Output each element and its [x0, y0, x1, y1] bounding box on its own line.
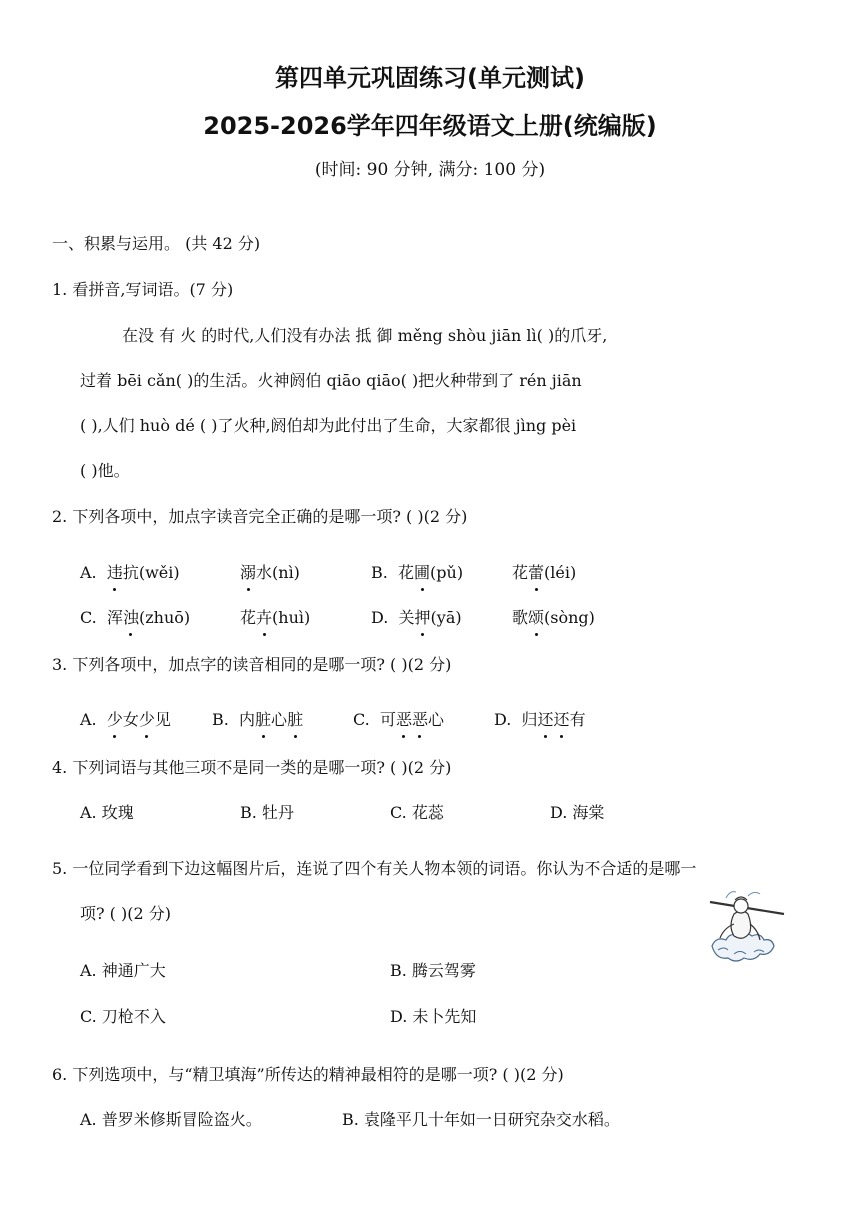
option-label: B. [371, 563, 388, 582]
dotted-char: 卉 [256, 608, 273, 627]
option-text: 女 [122, 710, 139, 729]
question-1-line-3: ( ),人们 huò dé ( )了火种,阏伯却为此付出了生命，大家都很 jìng pèi [80, 416, 577, 435]
option-label: B. [212, 710, 229, 729]
question-2-stem: 2. 下列各项中，加点字读音完全正确的是哪一项? ( )(2 分) [52, 507, 468, 526]
dotted-char: 蕾 [528, 563, 545, 582]
dotted-char: 溺 [240, 563, 257, 582]
figure-head [734, 899, 748, 913]
option-text: 关 [398, 608, 415, 627]
dotted-char: 脏 [255, 710, 272, 729]
q2-option-b [371, 562, 463, 584]
option-text: 水(nì) [256, 563, 300, 582]
option-label: D. [494, 710, 512, 729]
option-text: 花 [398, 563, 415, 582]
q5-option-c: C. 刀枪不入 [80, 1007, 166, 1026]
q4-option-b: B. 牡丹 [240, 803, 294, 822]
q5-option-b: B. 腾云驾雾 [390, 961, 476, 980]
question-1-line-1: 在没 有 火 的时代,人们没有办法 抵 御 měng shòu jiān lì( )的爪牙, [122, 326, 608, 345]
option-text: 歌 [512, 608, 529, 627]
option-text: (sòng) [544, 608, 595, 627]
question-3-stem: 3. 下列各项中，加点字的读音相同的是哪一项? ( )(2 分) [52, 655, 452, 674]
exam-time-score: (时间: 90 分钟, 满分: 100 分) [314, 160, 546, 180]
question-6-stem: 6. 下列选项中，与“精卫填海”所传达的精神最相符的是哪一项? ( )(2 分) [52, 1065, 564, 1084]
option-text: (zhuō) [138, 608, 191, 627]
option-text: (huì) [272, 608, 311, 627]
option-text: (léi) [544, 563, 577, 582]
question-1-line-4: ( )他。 [80, 461, 130, 480]
q3-option-c [353, 709, 444, 731]
dotted-char: 颂 [528, 608, 545, 627]
q4-option-a: A. 玫瑰 [80, 803, 134, 822]
section-heading: 一、积累与运用。 (共 42 分) [52, 234, 261, 253]
option-text: 花 [512, 563, 529, 582]
q4-option-d: D. 海棠 [550, 803, 605, 822]
dotted-char: 少 [138, 710, 155, 729]
dotted-char: 违 [106, 563, 123, 582]
question-4-stem: 4. 下列词语与其他三项不是同一类的是哪一项? ( )(2 分) [52, 758, 452, 777]
q3-option-b [212, 709, 303, 731]
dotted-char: 脏 [287, 710, 304, 729]
q2-option-a-word-2 [240, 562, 300, 584]
option-text: 浑 [106, 608, 123, 627]
dotted-char: 恶 [411, 710, 428, 729]
monkey-king-illustration [704, 884, 786, 966]
dotted-char: 还 [553, 710, 570, 729]
question-1-line-2: 过着 bēi cǎn( )的生活。火神阏伯 qiāo qiāo( )把火种带到了 rén jiān [80, 371, 582, 390]
q2-option-c-word-2 [240, 607, 310, 629]
question-5-stem: 5. 一位同学看到下边这幅图片后，连说了四个有关人物本领的词语。你认为不合适的是哪一 [52, 859, 697, 878]
dotted-char: 还 [537, 710, 554, 729]
option-text: 心 [427, 710, 444, 729]
option-text: 花 [240, 608, 257, 627]
q4-option-c: C. 花蕊 [390, 803, 444, 822]
dotted-char: 押 [414, 608, 431, 627]
option-label: C. [80, 608, 97, 627]
q5-option-d: D. 未卜先知 [390, 1007, 477, 1026]
option-text: 心 [271, 710, 288, 729]
q6-option-a: A. 普罗米修斯冒险盗火。 [80, 1110, 262, 1129]
option-label: A. [80, 710, 97, 729]
option-text: 归 [521, 710, 538, 729]
option-text: 见 [154, 710, 171, 729]
document-subtitle-grade: 2025-2026学年四年级语文上册(统编版) [203, 112, 657, 140]
question-1-stem: 1. 看拼音,写词语。(7 分) [52, 280, 234, 299]
document-title: 第四单元巩固练习(单元测试) [275, 64, 585, 92]
q2-option-c [80, 607, 190, 629]
q2-option-a [80, 562, 180, 584]
option-label: D. [371, 608, 389, 627]
q5-option-a: A. 神通广大 [80, 961, 166, 980]
dotted-char: 圃 [414, 563, 431, 582]
option-text: (yā) [430, 608, 462, 627]
q3-option-a [80, 709, 171, 731]
question-5-stem-cont: 项? ( )(2 分) [80, 904, 171, 923]
option-label: A. [80, 563, 97, 582]
option-text: 内 [239, 710, 256, 729]
dotted-char: 浊 [122, 608, 139, 627]
q6-option-b: B. 袁隆平几十年如一日研究杂交水稻。 [342, 1110, 620, 1129]
dotted-char: 少 [106, 710, 123, 729]
q3-option-d [494, 709, 586, 731]
q2-option-d [371, 607, 462, 629]
q2-option-d-word-2 [512, 607, 595, 629]
dotted-char: 恶 [395, 710, 412, 729]
option-label: C. [353, 710, 370, 729]
option-text: 有 [569, 710, 586, 729]
option-text: 可 [379, 710, 396, 729]
q2-option-b-word-2 [512, 562, 576, 584]
option-text: 抗(wěi) [122, 563, 180, 582]
option-text: (pǔ) [430, 563, 464, 582]
